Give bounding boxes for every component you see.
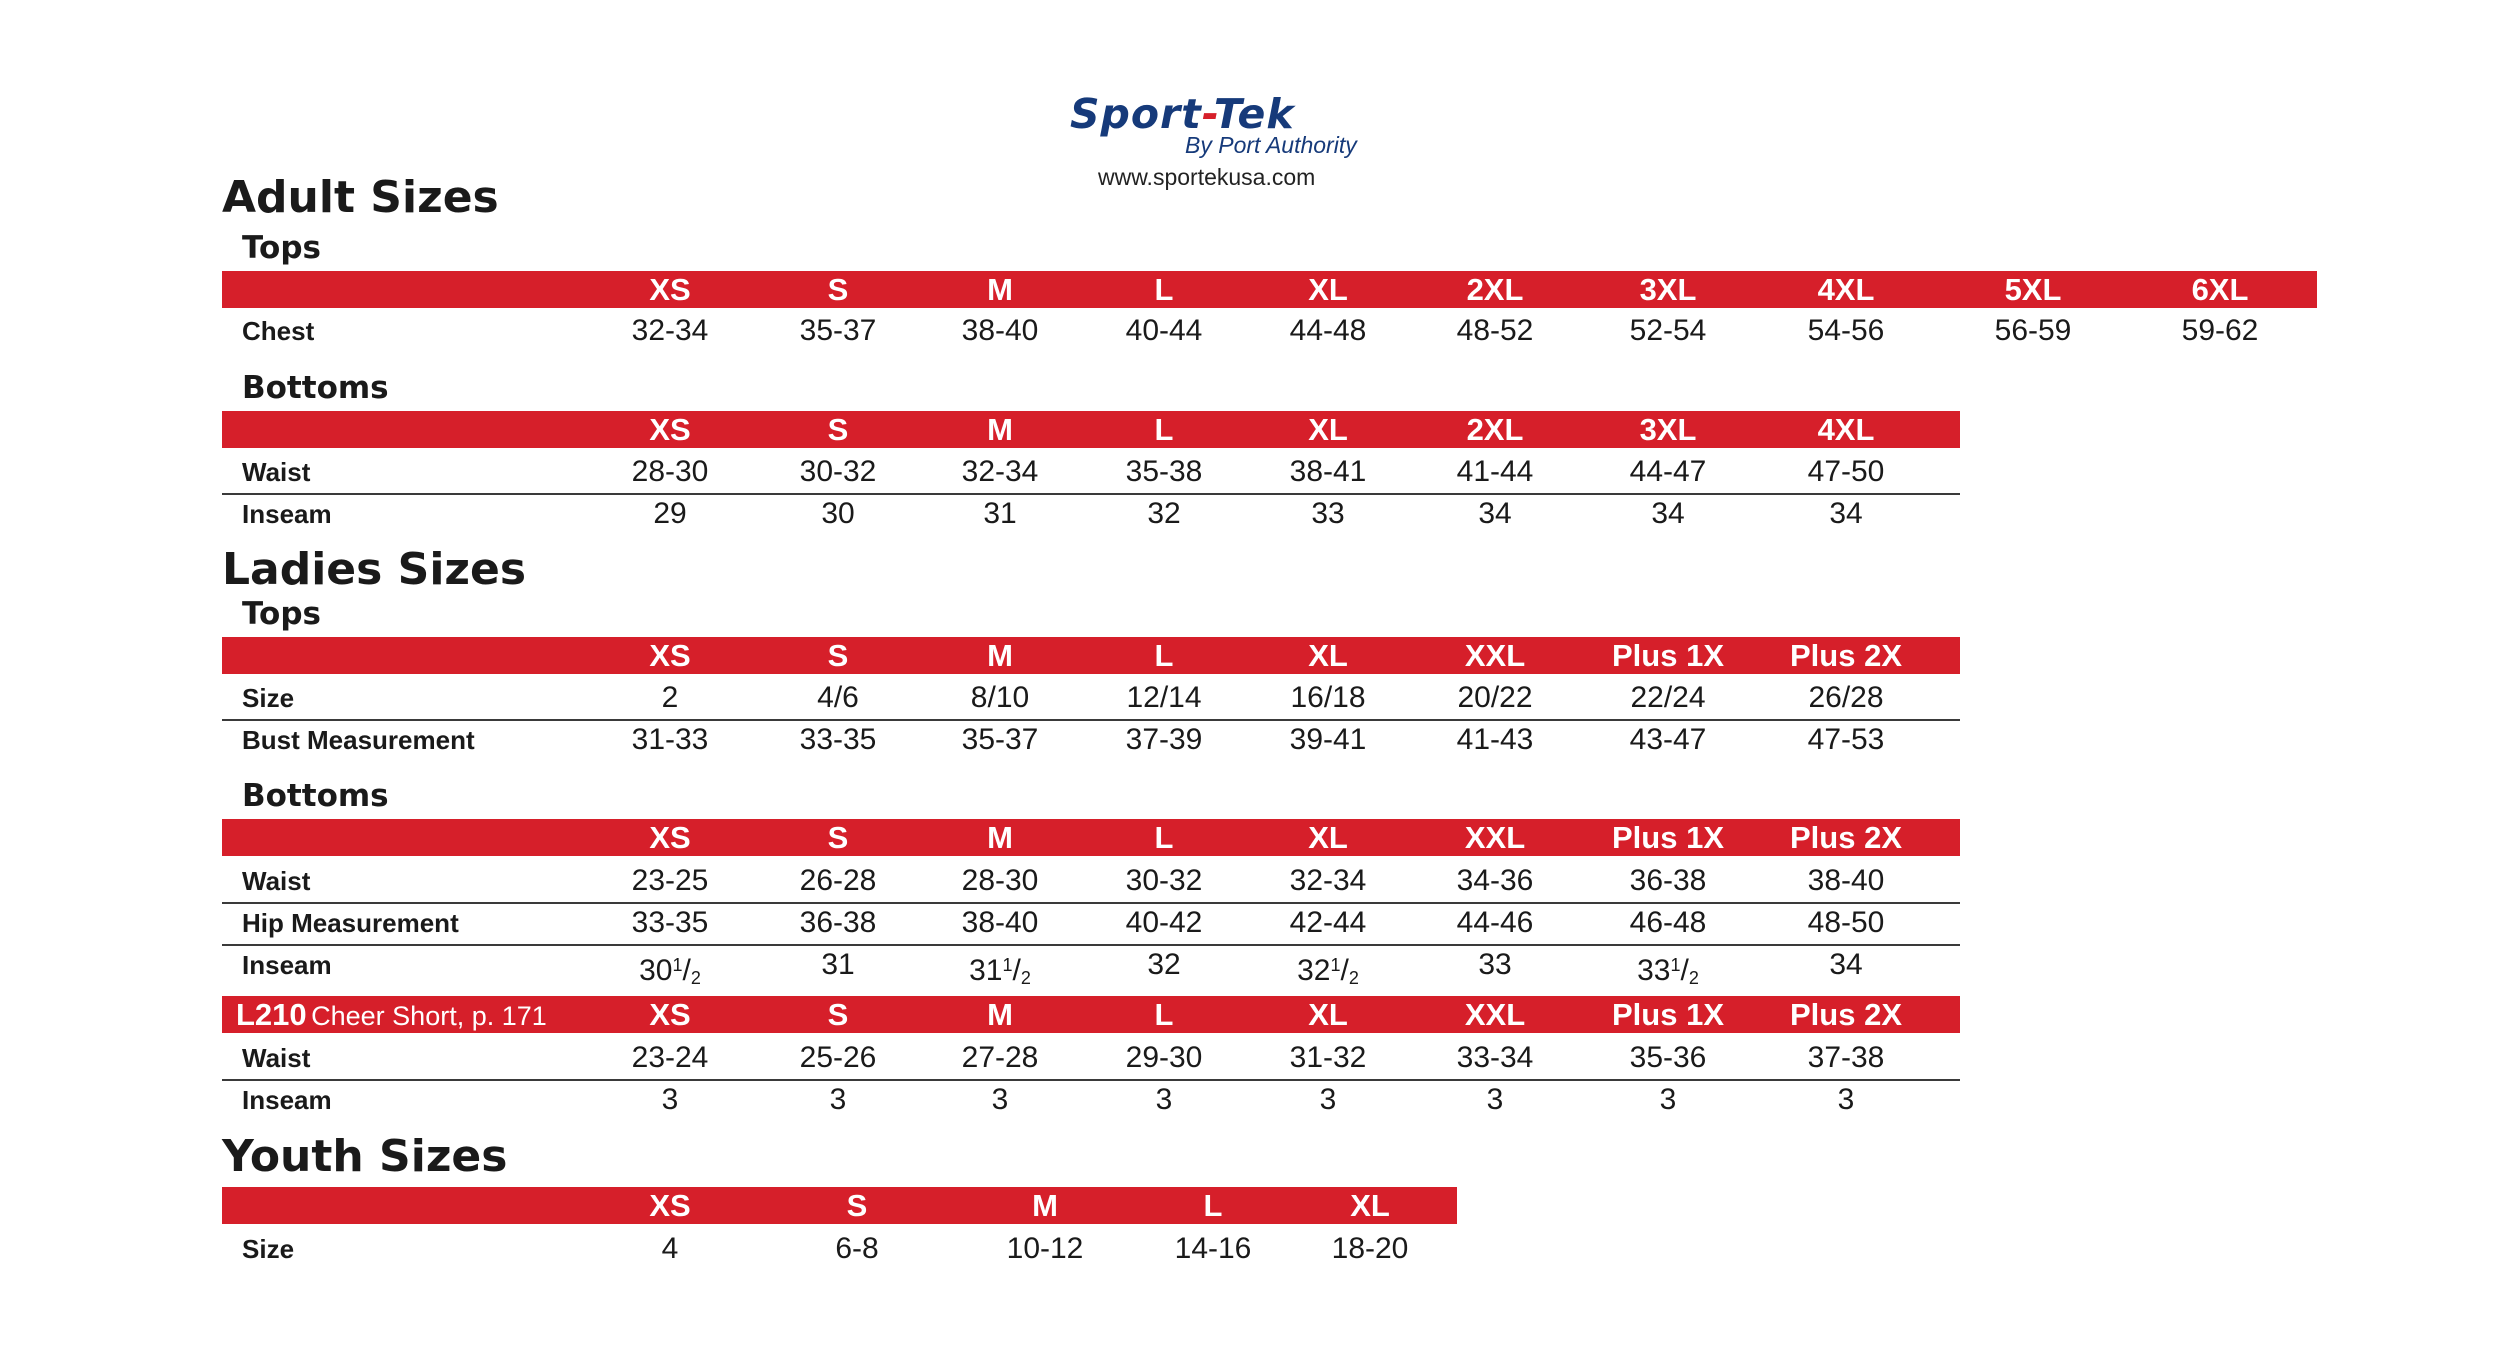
measurement-cell: $31^1/_2$ (969, 954, 1031, 988)
size-header-cell: S (827, 820, 849, 855)
size-header-cell: M (987, 412, 1013, 447)
size-header-cell: S (827, 272, 849, 307)
size-header-cell: 6XL (2191, 272, 2249, 307)
measurement-cell: 35-37 (961, 723, 1039, 756)
measurement-cell: 40-42 (1125, 906, 1203, 939)
measurement-cell: 3 (829, 1083, 847, 1116)
measurement-cell: 32-34 (631, 314, 709, 347)
measurement-cell: 47-53 (1807, 723, 1885, 756)
row-label: Inseam (242, 1085, 332, 1115)
measurement-cell: 34 (1829, 948, 1863, 981)
row-label: Waist (242, 866, 311, 896)
measurement-cell: $30^1/_2$ (639, 954, 701, 988)
measurement-cell: 36-38 (1629, 864, 1707, 897)
website-url: www.sportekusa.com (1098, 164, 1316, 190)
size-header-cell: S (827, 412, 849, 447)
size-header-cell: L (1154, 820, 1174, 855)
size-header-cell: Plus 1X (1612, 997, 1724, 1032)
measurement-cell: 54-56 (1807, 314, 1885, 347)
measurement-cell: 33-35 (799, 723, 877, 756)
measurement-cell: 20/22 (1457, 681, 1533, 714)
size-header-band (222, 411, 1960, 448)
size-header-cell: 4XL (1817, 412, 1875, 447)
measurement-cell: 3 (1486, 1083, 1504, 1116)
size-header-cell: Plus 1X (1612, 638, 1724, 673)
logo-wordmark: Sport-Tek (1070, 90, 1295, 138)
size-header-cell: M (987, 820, 1013, 855)
measurement-cell: 27-28 (961, 1041, 1039, 1074)
size-header-cell: XXL (1464, 997, 1526, 1032)
measurement-cell: 2 (661, 681, 679, 714)
measurement-cell: 37-39 (1125, 723, 1203, 756)
measurement-cell: 12/14 (1126, 681, 1202, 714)
size-header-cell: 5XL (2004, 272, 2062, 307)
size-header-band (222, 1187, 1457, 1224)
measurement-cell: 18-20 (1331, 1232, 1409, 1265)
size-header-cell: L (1154, 638, 1174, 673)
measurement-cell: 3 (1319, 1083, 1337, 1116)
measurement-cell: 34 (1829, 497, 1863, 530)
cheer-short-code: L210 (236, 997, 307, 1032)
measurement-cell: $33^1/_2$ (1637, 954, 1699, 988)
measurement-cell: 26-28 (799, 864, 877, 897)
measurement-cell: 41-43 (1456, 723, 1534, 756)
size-header-band (222, 271, 2317, 308)
row-label: Bust Measurement (242, 725, 475, 755)
measurement-cell: 32-34 (961, 455, 1039, 488)
measurement-cell: 29 (653, 497, 687, 530)
measurement-cell: 31 (983, 497, 1017, 530)
ladies-sizes-title: Ladies Sizes (222, 544, 527, 595)
measurement-cell: 38-40 (961, 906, 1039, 939)
row-label: Chest (242, 316, 315, 346)
measurement-cell: 48-50 (1807, 906, 1885, 939)
measurement-cell: 30-32 (799, 455, 877, 488)
measurement-cell: 26/28 (1808, 681, 1884, 714)
youth-sizes-title: Youth Sizes (222, 1131, 508, 1182)
measurement-cell: 10-12 (1006, 1232, 1084, 1265)
measurement-cell: 16/18 (1290, 681, 1366, 714)
measurement-cell: 30-32 (1125, 864, 1203, 897)
size-header-cell: XS (649, 997, 691, 1032)
size-header-cell: 3XL (1639, 272, 1697, 307)
measurement-cell: 37-38 (1807, 1041, 1885, 1074)
measurement-cell: 28-30 (961, 864, 1039, 897)
row-label: Inseam (242, 499, 332, 529)
measurement-cell: 32 (1147, 497, 1181, 530)
size-header-cell: XXL (1464, 820, 1526, 855)
size-header-cell: XL (1308, 820, 1348, 855)
measurement-cell: 56-59 (1994, 314, 2072, 347)
size-header-cell: L (1203, 1188, 1223, 1223)
measurement-cell: 35-38 (1125, 455, 1203, 488)
measurement-cell: 48-52 (1456, 314, 1534, 347)
measurement-cell: 31 (821, 948, 855, 981)
size-header-cell: Plus 1X (1612, 820, 1724, 855)
adult-sizes-title: Adult Sizes (222, 172, 499, 223)
measurement-cell: 4/6 (817, 681, 859, 714)
measurement-cell: 28-30 (631, 455, 709, 488)
measurement-cell: 3 (1155, 1083, 1173, 1116)
measurement-cell: 34-36 (1456, 864, 1534, 897)
measurement-cell: 39-41 (1289, 723, 1367, 756)
size-header-cell: XL (1308, 412, 1348, 447)
size-header-cell: XS (649, 638, 691, 673)
measurement-cell: 23-24 (631, 1041, 709, 1074)
size-header-cell: Plus 2X (1790, 638, 1902, 673)
row-label: Hip Measurement (242, 908, 459, 938)
measurement-cell: 31-33 (631, 723, 709, 756)
adult-tops-heading: Tops (242, 230, 321, 266)
measurement-cell: 3 (1837, 1083, 1855, 1116)
measurement-cell: 3 (1659, 1083, 1677, 1116)
size-header-cell: L (1154, 412, 1174, 447)
measurement-cell: 38-40 (961, 314, 1039, 347)
size-header-cell: XL (1308, 272, 1348, 307)
measurement-cell: $32^1/_2$ (1297, 954, 1359, 988)
adult-bottoms-heading: Bottoms (242, 370, 389, 406)
size-header-cell: XL (1308, 997, 1348, 1032)
measurement-cell: 32-34 (1289, 864, 1367, 897)
measurement-cell: 40-44 (1125, 314, 1203, 347)
measurement-cell: 44-47 (1629, 455, 1707, 488)
measurement-cell: 3 (661, 1083, 679, 1116)
row-label: Size (242, 1234, 295, 1264)
row-divider (222, 1079, 1960, 1081)
size-header-cell: 3XL (1639, 412, 1697, 447)
size-header-cell: M (1032, 1188, 1058, 1223)
measurement-cell: 33 (1311, 497, 1345, 530)
measurement-cell: 33 (1478, 948, 1512, 981)
size-header-cell: L (1154, 272, 1174, 307)
measurement-cell: 41-44 (1456, 455, 1534, 488)
measurement-cell: 23-25 (631, 864, 709, 897)
size-header-cell: L (1154, 997, 1174, 1032)
ladies-tops-heading: Tops (242, 596, 321, 632)
size-header-cell: XS (649, 412, 691, 447)
measurement-cell: 34 (1478, 497, 1512, 530)
measurement-cell: 25-26 (799, 1041, 877, 1074)
measurement-cell: 6-8 (835, 1232, 879, 1265)
measurement-cell: 22/24 (1630, 681, 1706, 714)
measurement-cell: 33-35 (631, 906, 709, 939)
measurement-cell: 59-62 (2181, 314, 2259, 347)
size-header-cell: XS (649, 1188, 691, 1223)
measurement-cell: 3 (991, 1083, 1009, 1116)
size-header-cell: 4XL (1817, 272, 1875, 307)
size-header-cell: Plus 2X (1790, 997, 1902, 1032)
row-label: Inseam (242, 950, 332, 980)
measurement-cell: 43-47 (1629, 723, 1707, 756)
size-header-cell: XXL (1464, 638, 1526, 673)
row-divider (222, 493, 1960, 495)
size-header-cell: M (987, 638, 1013, 673)
measurement-cell: 46-48 (1629, 906, 1707, 939)
measurement-cell: 35-36 (1629, 1041, 1707, 1074)
measurement-cell: 47-50 (1807, 455, 1885, 488)
size-header-cell: M (987, 272, 1013, 307)
measurement-cell: 33-34 (1456, 1041, 1534, 1074)
measurement-cell: 4 (661, 1232, 679, 1265)
size-header-cell: XS (649, 272, 691, 307)
size-header-cell: M (987, 997, 1013, 1032)
measurement-cell: 52-54 (1629, 314, 1707, 347)
measurement-cell: 44-46 (1456, 906, 1534, 939)
measurement-cell: 32 (1147, 948, 1181, 981)
size-header-cell: XL (1350, 1188, 1390, 1223)
size-header-cell: Plus 2X (1790, 820, 1902, 855)
size-header-cell: 2XL (1466, 272, 1524, 307)
measurement-cell: 29-30 (1125, 1041, 1203, 1074)
measurement-cell: 38-41 (1289, 455, 1367, 488)
row-label: Waist (242, 1043, 311, 1073)
row-label: Waist (242, 457, 311, 487)
measurement-cell: 14-16 (1174, 1232, 1252, 1265)
size-header-cell: XS (649, 820, 691, 855)
size-header-cell: S (827, 997, 849, 1032)
measurement-cell: 30 (821, 497, 855, 530)
measurement-cell: 8/10 (970, 681, 1030, 714)
cheer-short-label (236, 996, 547, 1039)
row-label: Size (242, 683, 295, 713)
size-header-cell: S (846, 1188, 868, 1223)
measurement-cell: 35-37 (799, 314, 877, 347)
size-header-cell: XL (1308, 638, 1348, 673)
measurement-cell: 44-48 (1289, 314, 1367, 347)
measurement-cell: 36-38 (799, 906, 877, 939)
size-header-cell: S (827, 638, 849, 673)
ladies-bottoms-heading: Bottoms (242, 778, 389, 814)
cheer-short-desc: Cheer Short, p. 171 (311, 1001, 547, 1031)
measurement-cell: 38-40 (1807, 864, 1885, 897)
measurement-cell: 31-32 (1289, 1041, 1367, 1074)
measurement-cell: 34 (1651, 497, 1685, 530)
measurement-cell: 42-44 (1289, 906, 1367, 939)
row-divider (222, 944, 1960, 946)
logo-byline: By Port Authority (1185, 132, 1357, 158)
size-header-cell: 2XL (1466, 412, 1524, 447)
